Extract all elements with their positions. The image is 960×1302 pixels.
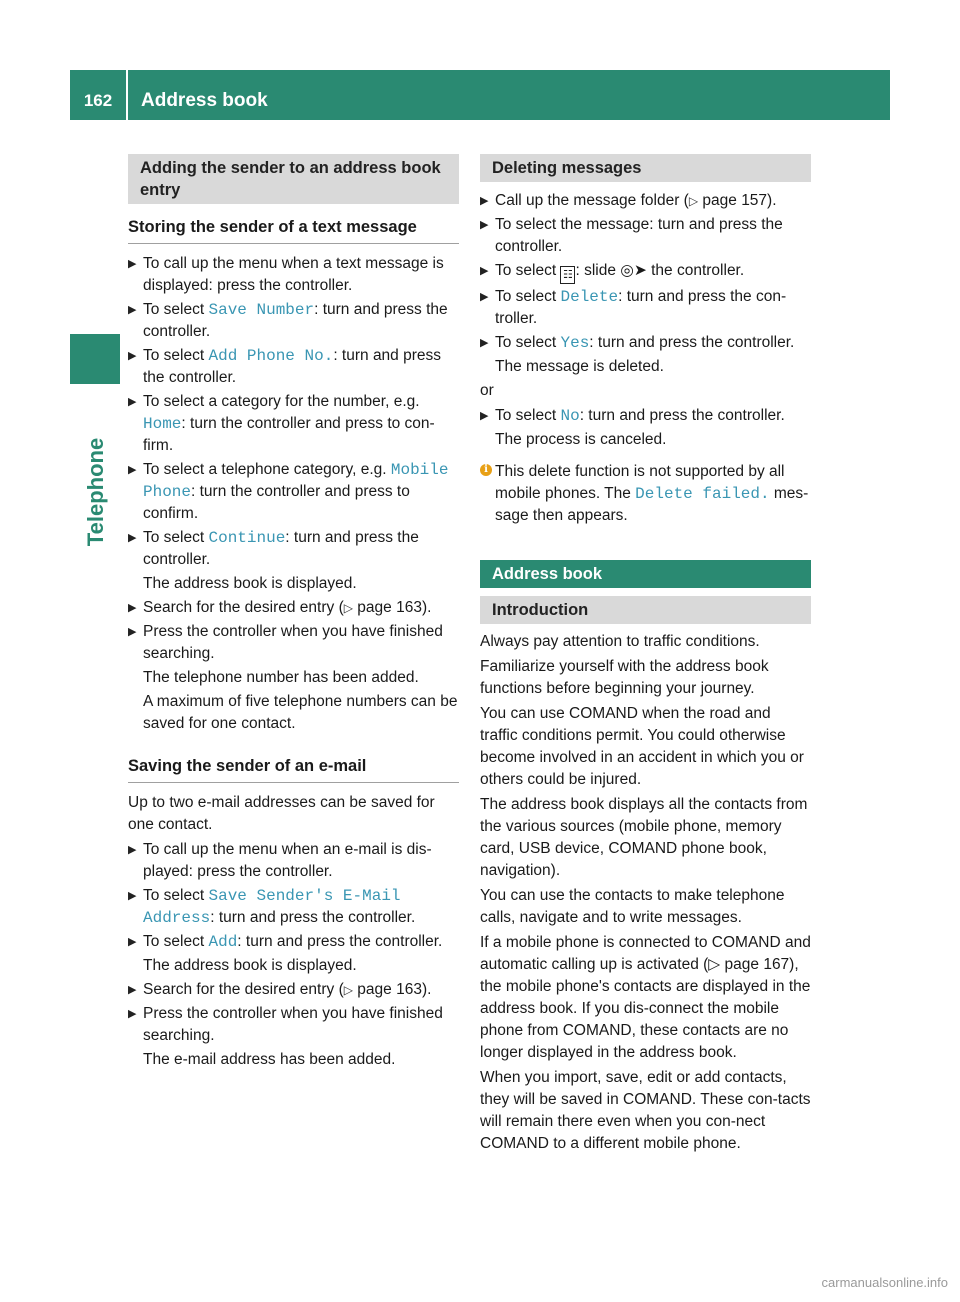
step-item: ▶ To select ☷ : slide ◎➤ the controller.	[480, 260, 811, 284]
menu-item-ref: No	[560, 407, 580, 425]
step-arrow-icon: ▶	[128, 532, 137, 544]
subheading-email: Saving the sender of an e-mail	[128, 755, 459, 783]
step-item: ▶ To select Save Number: turn and press the controller.	[128, 301, 448, 340]
menu-key-icon: ☷	[560, 266, 575, 284]
info-icon: i	[480, 464, 492, 476]
section-heading-deleting: Deleting messages	[480, 154, 811, 182]
step-item: ▶ To select a category for the number, e.g. Home: turn the controller and press to con-firm.	[128, 393, 435, 454]
section-heading-adding-sender: Adding the sender to an address book entry	[128, 154, 459, 204]
page-ref-icon: ▷	[343, 983, 353, 997]
section-label: Telephone	[83, 437, 108, 547]
step-item: ▶ Search for the desired entry (▷ page 163).	[128, 979, 459, 1001]
message-ref: Delete failed.	[635, 485, 770, 503]
step-arrow-icon: ▶	[128, 464, 137, 476]
step-item: ▶ To select Add: turn and press the controller.	[128, 933, 443, 951]
or-separator: or	[480, 382, 494, 399]
menu-item-ref: Home	[143, 415, 182, 433]
step-arrow-icon: ▶	[480, 219, 489, 231]
watermark: carmanualsonline.info	[821, 1275, 948, 1290]
menu-item-ref: Add Phone No.	[208, 347, 334, 365]
step-arrow-icon: ▶	[128, 984, 137, 996]
page-title: Address book	[141, 90, 268, 111]
page-ref-icon: ▷	[343, 601, 353, 615]
step-arrow-icon: ▶	[480, 195, 489, 207]
step-arrow-icon: ▶	[480, 337, 489, 349]
paragraph: When you import, save, edit or add contacts, they will be saved in COMAND. These con-tacts will remain there even when you con-nect COMAND to a different mobile phone.	[480, 1069, 811, 1152]
step-item: ▶ To call up the menu when a text message is displayed: press the controller.	[128, 255, 444, 294]
result-note: The address book is displayed.	[143, 575, 357, 592]
step-arrow-icon: ▶	[128, 350, 137, 362]
paragraph: Familiarize yourself with the address book functions before beginning your journey.	[480, 658, 769, 697]
step-item: ▶ Press the controller when you have finished searching.	[128, 1005, 443, 1044]
step-arrow-icon: ▶	[128, 890, 137, 902]
step-arrow-icon: ▶	[128, 258, 137, 270]
menu-item-ref: Mobile Phone	[143, 461, 449, 501]
step-item: ▶ Call up the message folder (▷ page 157).	[480, 190, 811, 212]
result-note: The e-mail address has been added.	[143, 1051, 396, 1068]
step-item: ▶ To select Delete: turn and press the con-troller.	[480, 288, 787, 327]
paragraph: Always pay attention to traffic conditions.	[480, 633, 760, 650]
step-arrow-icon: ▶	[128, 936, 137, 948]
left-column	[128, 154, 459, 1073]
paragraph: The address book displays all the contacts from the various sources (mobile phone, memory card, USB device, COMAND phone book, navigation).	[480, 796, 808, 879]
step-arrow-icon: ▶	[128, 602, 137, 614]
result-note: The message is deleted.	[495, 358, 664, 375]
step-arrow-icon: ▶	[480, 410, 489, 422]
paragraph: You can use COMAND when the road and traffic conditions permit. You could otherwise become involved in an accident in which you or others could be injured.	[480, 705, 804, 788]
result-note: The telephone number has been added.	[143, 669, 419, 686]
result-note: A maximum of five telephone numbers can be saved for one contact.	[143, 693, 458, 732]
step-item: ▶ To select Continue: turn and press the controller.	[128, 529, 419, 568]
menu-item-ref: Add	[208, 933, 238, 951]
step-item: ▶ To select the message: turn and press the controller.	[480, 216, 783, 255]
step-item: ▶ To select Yes: turn and press the controller.	[480, 334, 795, 352]
step-arrow-icon: ▶	[128, 626, 137, 638]
step-arrow-icon: ▶	[128, 396, 137, 408]
step-item: ▶ To call up the menu when an e-mail is dis-played: press the controller.	[128, 841, 432, 880]
paragraph: You can use the contacts to make telephone calls, navigate and to write messages.	[480, 887, 785, 926]
paragraph: If a mobile phone is connected to COMAND and automatic calling up is activated (▷ page 167), the mobile phone's contacts are displayed in the address book. If you dis-connect the mobile phone from COMAND, these contacts are no longer displayed in the address book.	[480, 934, 811, 1061]
section-heading-address-book: Address book	[480, 560, 811, 588]
step-arrow-icon: ▶	[128, 304, 137, 316]
step-arrow-icon: ▶	[480, 265, 489, 277]
subheading-text-message: Storing the sender of a text message	[128, 216, 459, 244]
paragraph: Up to two e-mail addresses can be saved for one contact.	[128, 794, 435, 833]
step-arrow-icon: ▶	[128, 844, 137, 856]
section-heading-introduction: Introduction	[480, 596, 811, 624]
step-item: ▶ To select a telephone category, e.g. Mobile Phone: turn the controller and press to confirm.	[128, 461, 449, 522]
right-column	[480, 154, 811, 1158]
step-item: ▶ To select Add Phone No.: turn and press the controller.	[128, 347, 442, 386]
step-item: ▶ To select No: turn and press the controller.	[480, 407, 785, 425]
section-tab-marker	[70, 334, 120, 384]
controller-slide-icon: ◎➤	[620, 262, 647, 279]
menu-item-ref: Save Sender's E-Mail Address	[143, 887, 401, 927]
step-item: ▶ Press the controller when you have finished searching.	[128, 623, 443, 662]
result-note: The address book is displayed.	[143, 957, 357, 974]
step-arrow-icon: ▶	[128, 1008, 137, 1020]
result-note: The process is canceled.	[495, 431, 667, 448]
page-ref-icon: ▷	[688, 194, 699, 208]
step-item: ▶ Search for the desired entry (▷ page 163).	[128, 597, 459, 619]
menu-item-ref: Yes	[560, 334, 590, 352]
header-divider	[126, 70, 128, 120]
step-arrow-icon: ▶	[480, 291, 489, 303]
menu-item-ref: Save Number	[208, 301, 315, 319]
menu-item-ref: Continue	[208, 529, 286, 547]
info-note: i This delete function is not supported by all mobile phones. The Delete failed. mes-sage then appears.	[480, 461, 811, 527]
menu-item-ref: Delete	[560, 288, 619, 306]
page-number: 162	[83, 91, 113, 110]
step-item: ▶ To select Save Sender's E-Mail Address: turn and press the controller.	[128, 887, 416, 927]
